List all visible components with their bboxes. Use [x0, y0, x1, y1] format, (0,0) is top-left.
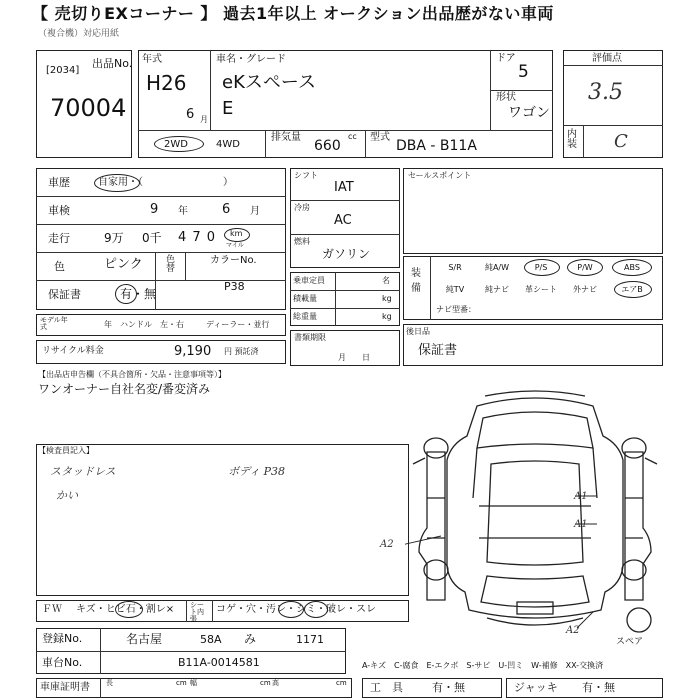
regno-city: 名古屋 [126, 632, 163, 646]
inspector-note-1: スタッドレス [50, 465, 116, 478]
fw-label: ＦＷ [42, 604, 62, 615]
regno-label: 登録No. [42, 632, 83, 645]
capacity-label: 乗車定員 [293, 276, 325, 285]
damage-mark-a1-lower: A1 [574, 519, 588, 530]
equip-ps-circle [524, 259, 560, 276]
drive-2wd: 2WD [164, 139, 188, 150]
fuel-label: 燃料 [294, 237, 310, 246]
cert-len: 長 [106, 679, 113, 687]
mileage-unit: km [230, 229, 243, 238]
cert-width: 幅 [190, 679, 197, 687]
capacity-unit: 名 [382, 276, 390, 285]
lot-number: 70004 [50, 94, 127, 122]
inspection-month: 6 [222, 202, 231, 217]
mileage-label: 走行 [48, 232, 70, 245]
equip-pw-circle [567, 259, 603, 276]
remarks-text: ワンオーナー自社名変/番変済み [38, 382, 211, 396]
equip-navi: 純ナビ [485, 285, 509, 294]
after-items-label: 後日品 [406, 327, 430, 336]
aircon-label: 冷房 [294, 203, 310, 212]
cert-height: 高 [272, 679, 279, 687]
after-items-value: 保証書 [418, 343, 458, 358]
sales-point-label: セールスポイント [408, 171, 472, 180]
inspection-month-unit: 月 [250, 206, 260, 217]
inspector-note-3: かい [56, 489, 78, 502]
interior-label: 内装 [567, 129, 577, 150]
equip-airbag: エアB [621, 285, 643, 294]
mileage-unit-mile: マイル [226, 242, 244, 249]
fw-stone-circle [115, 601, 143, 618]
damage-mark-a1-upper: A1 [574, 491, 588, 502]
recycle-label: リサイクル料金 [42, 346, 104, 356]
lot-label: 出品No. [92, 57, 133, 70]
recycle-unit: 円 預託済 [224, 347, 259, 356]
lot-code-value: 2034 [49, 65, 76, 76]
load-label: 積載量 [293, 294, 317, 303]
steering: ハンドル 左・右 [120, 320, 184, 329]
mileage-sen: 0千 [142, 231, 162, 245]
history-label: 車歴 [48, 176, 70, 189]
cert-width-unit: cm [260, 679, 271, 687]
equip-abs: ABS [624, 263, 640, 272]
doors-label: ドア [496, 53, 516, 64]
equip-alloy: 純A/W [484, 263, 510, 272]
score-value: 3.5 [588, 80, 623, 105]
color-no-value: P38 [224, 280, 245, 293]
inspection-year: 9 [150, 202, 159, 217]
color-no-label: カラーNo. [210, 255, 257, 266]
gross-unit: kg [382, 312, 392, 321]
navi-model-label: ナビ型番： [436, 305, 476, 314]
equip-pw: P/W [577, 263, 593, 272]
model-label: 型式 [370, 132, 390, 143]
color-value: ピンク [104, 257, 143, 272]
seat-text: コゲ・穴・汚レ・シミ・破レ・スレ [216, 604, 376, 615]
sheet-subtitle: （複合機）対応用紙 [38, 29, 120, 39]
recycle-fee: 9,190 [174, 344, 212, 359]
sales-point-box [403, 168, 663, 254]
jack-value: 有・無 [582, 681, 615, 694]
cert-len-unit: cm [176, 679, 187, 687]
equip-abs-circle [612, 259, 652, 276]
regno-number: 1171 [296, 633, 324, 646]
year-value: H26 [146, 71, 187, 95]
aircon-value: AC [334, 213, 352, 228]
chassis-value: B11A-0014581 [178, 656, 260, 669]
damage-legend: A-キズ C-腐食 E-エクボ S-サビ U-凹ミ W-補修 XX-交換済 [362, 661, 604, 670]
warranty-value: 有・無 [120, 287, 157, 301]
name-label: 車名・グレード [216, 54, 286, 65]
equipment-label: 装備 [411, 268, 421, 294]
period-label: 書類期限 [294, 333, 326, 342]
fuel-value: ガソリン [322, 247, 371, 261]
interior-value: C [614, 131, 628, 152]
displacement-value: 660 [314, 138, 341, 154]
spare-label: スペア [616, 637, 644, 647]
load-unit: kg [382, 294, 392, 303]
fw-text: キズ・ヒビ石・割レ× [76, 604, 175, 615]
regno-kana: み [244, 632, 257, 646]
equip-tv: 純TV [445, 285, 465, 294]
warranty-label: 保証書 [48, 288, 81, 301]
equip-ext-navi: 外ナビ [573, 285, 597, 294]
period-unit: 月 日 [338, 353, 370, 362]
shape-label: 形状 [496, 92, 516, 103]
mileage-man: 9万 [104, 231, 124, 245]
car-damage-diagram [405, 388, 665, 643]
chassis-label: 車台No. [42, 656, 83, 669]
remarks-label: 【出品店申告欄（不具合箇所・欠品・注意事項等）】 [38, 370, 226, 379]
cert-height-unit: cm [336, 679, 347, 687]
tools-value: 有・無 [432, 681, 465, 694]
model-year-unit: 年 [104, 320, 112, 329]
year-label: 年式 [142, 54, 162, 65]
seat-stain-circle [278, 601, 304, 618]
car-grade: E [222, 98, 234, 119]
month-value: 6 [186, 107, 195, 122]
regno-class: 58A [200, 633, 222, 646]
drive-4wd: 4WD [216, 139, 240, 150]
seat-spot-circle [304, 601, 328, 618]
gross-label: 総重量 [293, 312, 317, 321]
equip-ps: P/S [534, 263, 548, 272]
car-name: eKスペース [222, 72, 316, 93]
model-value: DBA - B11A [396, 138, 477, 154]
tools-label: 工 具 [370, 681, 403, 694]
inspector-note-2: ボディ P38 [228, 465, 286, 478]
lot-code: [2034] [46, 65, 80, 76]
sheet-title: 【 売切りEXコーナー 】 過去1年以上 オークション出品歴がない車両 [32, 4, 554, 23]
month-unit: 月 [200, 115, 208, 124]
garage-cert-label: 車庫証明書 [40, 682, 90, 693]
damage-mark-a2-left: A2 [380, 539, 394, 550]
displacement-label: 排気量 [271, 132, 301, 143]
damage-mark-a2-rear: A2 [566, 625, 580, 636]
model-year-label: モデル年式 [40, 316, 68, 331]
color-label: 色 [54, 260, 65, 273]
inspection-label: 車検 [48, 204, 70, 217]
dealer: ディーラー・並行 [206, 320, 270, 329]
equip-leather: 革シート [525, 285, 557, 294]
inspection-year-unit: 年 [178, 206, 188, 217]
shift-value: IAT [334, 180, 354, 195]
inspector-label: 【検査員記入】 [38, 446, 94, 455]
doors-value: 5 [518, 62, 529, 82]
shape-value: ワゴン [508, 105, 550, 121]
jack-label: ジャッキ [514, 681, 558, 694]
equip-airbag-circle [614, 281, 652, 298]
equip-sr: S/R [448, 263, 462, 272]
color-change-label: 色替 [166, 255, 176, 274]
score-label: 評価点 [592, 53, 622, 64]
displacement-unit: cc [348, 132, 357, 141]
shift-label: シフト [294, 171, 318, 180]
mileage-rest: 4 7 0 [178, 230, 217, 245]
history-value: 自家用・（ ） [98, 177, 233, 188]
seat-label: シート内張 [190, 601, 204, 623]
